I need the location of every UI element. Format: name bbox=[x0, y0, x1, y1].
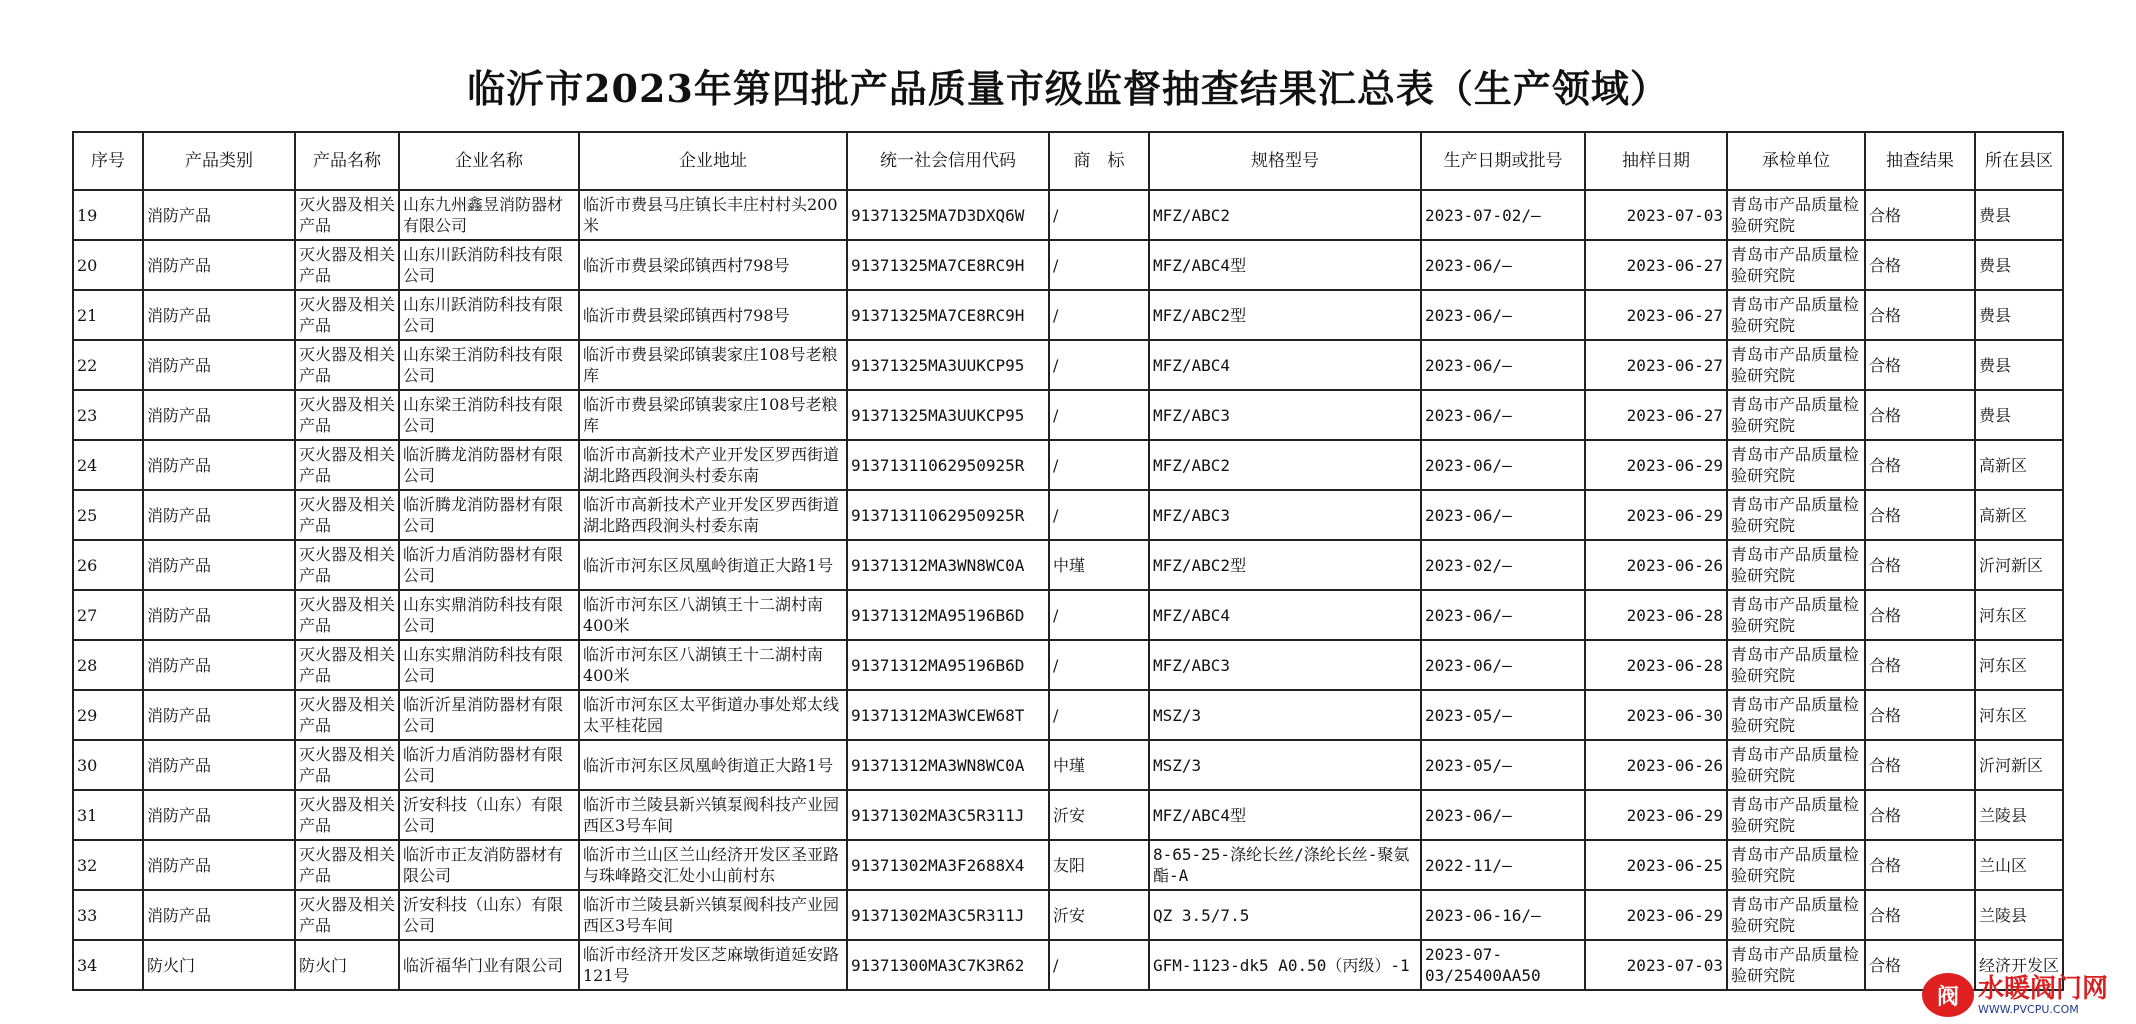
cell-trademark: / bbox=[1049, 640, 1149, 690]
cell-seq: 21 bbox=[73, 290, 143, 340]
watermark-url: WWW.PVCPU.COM bbox=[1978, 1002, 2079, 1016]
cell-model: MFZ/ABC2型 bbox=[1149, 290, 1421, 340]
cell-seq: 25 bbox=[73, 490, 143, 540]
cell-product: 灭火器及相关产品 bbox=[295, 890, 399, 940]
cell-company: 山东川跃消防科技有限公司 bbox=[399, 240, 579, 290]
cell-category: 消防产品 bbox=[143, 540, 295, 590]
cell-seq: 33 bbox=[73, 890, 143, 940]
cell-address: 临沂市费县梁邱镇裴家庄108号老粮库 bbox=[579, 390, 847, 440]
cell-product: 灭火器及相关产品 bbox=[295, 590, 399, 640]
cell-category: 消防产品 bbox=[143, 340, 295, 390]
cell-trademark: / bbox=[1049, 440, 1149, 490]
cell-seq: 27 bbox=[73, 590, 143, 640]
cell-county: 高新区 bbox=[1975, 490, 2063, 540]
table-row bbox=[73, 240, 2063, 290]
cell-product: 灭火器及相关产品 bbox=[295, 240, 399, 290]
cell-address: 临沂市河东区凤凰岭街道正大路1号 bbox=[579, 740, 847, 790]
watermark-logo-icon: 阀 bbox=[1922, 973, 1974, 1017]
header-trademark: 商 标 bbox=[1049, 132, 1149, 190]
cell-model: MFZ/ABC4型 bbox=[1149, 790, 1421, 840]
cell-credit-code: 91371302MA3C5R311J bbox=[847, 890, 1049, 940]
cell-model: MSZ/3 bbox=[1149, 740, 1421, 790]
cell-model: MFZ/ABC4 bbox=[1149, 340, 1421, 390]
cell-credit-code: 91371302MA3F2688X4 bbox=[847, 840, 1049, 890]
cell-result: 合格 bbox=[1865, 190, 1975, 240]
cell-credit-code: 91371325MA3UUKCP95 bbox=[847, 340, 1049, 390]
table-row bbox=[73, 540, 2063, 590]
cell-address: 临沂市兰陵县新兴镇泵阀科技产业园西区3号车间 bbox=[579, 790, 847, 840]
cell-result: 合格 bbox=[1865, 640, 1975, 690]
cell-county: 经济开发区 bbox=[1975, 940, 2063, 990]
table-row bbox=[73, 190, 2063, 240]
cell-trademark: 友阳 bbox=[1049, 840, 1149, 890]
header-seq: 序号 bbox=[73, 132, 143, 190]
cell-sampling-date: 2023-06-30 bbox=[1585, 690, 1727, 740]
table-row bbox=[73, 440, 2063, 490]
cell-product: 灭火器及相关产品 bbox=[295, 440, 399, 490]
cell-product: 防火门 bbox=[295, 940, 399, 990]
cell-product: 灭火器及相关产品 bbox=[295, 840, 399, 890]
cell-model: MFZ/ABC2 bbox=[1149, 440, 1421, 490]
cell-sampling-date: 2023-06-28 bbox=[1585, 590, 1727, 640]
cell-company: 临沂福华门业有限公司 bbox=[399, 940, 579, 990]
cell-production-date: 2023-07-03/25400AA50 bbox=[1421, 940, 1585, 990]
cell-model: MSZ/3 bbox=[1149, 690, 1421, 740]
cell-result: 合格 bbox=[1865, 890, 1975, 940]
cell-trademark: / bbox=[1049, 590, 1149, 640]
cell-inspector: 青岛市产品质量检验研究院 bbox=[1727, 490, 1865, 540]
cell-sampling-date: 2023-06-29 bbox=[1585, 490, 1727, 540]
cell-sampling-date: 2023-07-03 bbox=[1585, 190, 1727, 240]
cell-credit-code: 91371312MA3WN8WC0A bbox=[847, 540, 1049, 590]
cell-county: 费县 bbox=[1975, 390, 2063, 440]
header-product: 产品名称 bbox=[295, 132, 399, 190]
cell-county: 沂河新区 bbox=[1975, 740, 2063, 790]
cell-inspector: 青岛市产品质量检验研究院 bbox=[1727, 590, 1865, 640]
table-row bbox=[73, 690, 2063, 740]
cell-trademark: / bbox=[1049, 940, 1149, 990]
cell-model: MFZ/ABC3 bbox=[1149, 640, 1421, 690]
cell-production-date: 2023-05/— bbox=[1421, 690, 1585, 740]
cell-address: 临沂市经济开发区芝麻墩街道延安路121号 bbox=[579, 940, 847, 990]
cell-category: 消防产品 bbox=[143, 490, 295, 540]
cell-production-date: 2023-06/— bbox=[1421, 240, 1585, 290]
cell-credit-code: 91371312MA3WCEW68T bbox=[847, 690, 1049, 740]
cell-trademark: 沂安 bbox=[1049, 790, 1149, 840]
header-address: 企业地址 bbox=[579, 132, 847, 190]
cell-production-date: 2023-06/— bbox=[1421, 390, 1585, 440]
cell-production-date: 2023-06/— bbox=[1421, 340, 1585, 390]
cell-product: 灭火器及相关产品 bbox=[295, 190, 399, 240]
cell-company: 山东川跃消防科技有限公司 bbox=[399, 290, 579, 340]
cell-address: 临沂市兰陵县新兴镇泵阀科技产业园西区3号车间 bbox=[579, 890, 847, 940]
cell-production-date: 2023-06/— bbox=[1421, 290, 1585, 340]
cell-inspector: 青岛市产品质量检验研究院 bbox=[1727, 840, 1865, 890]
cell-production-date: 2023-06/— bbox=[1421, 790, 1585, 840]
cell-inspector: 青岛市产品质量检验研究院 bbox=[1727, 390, 1865, 440]
cell-address: 临沂市河东区太平街道办事处郑太线太平桂花园 bbox=[579, 690, 847, 740]
cell-inspector: 青岛市产品质量检验研究院 bbox=[1727, 190, 1865, 240]
cell-inspector: 青岛市产品质量检验研究院 bbox=[1727, 540, 1865, 590]
table-row bbox=[73, 590, 2063, 640]
cell-result: 合格 bbox=[1865, 540, 1975, 590]
cell-result: 合格 bbox=[1865, 240, 1975, 290]
header-production-date: 生产日期或批号 bbox=[1421, 132, 1585, 190]
cell-production-date: 2023-02/— bbox=[1421, 540, 1585, 590]
table-row bbox=[73, 840, 2063, 890]
table-row bbox=[73, 790, 2063, 840]
cell-county: 费县 bbox=[1975, 240, 2063, 290]
cell-category: 消防产品 bbox=[143, 790, 295, 840]
header-result: 抽查结果 bbox=[1865, 132, 1975, 190]
cell-address: 临沂市河东区八湖镇王十二湖村南400米 bbox=[579, 590, 847, 640]
cell-seq: 29 bbox=[73, 690, 143, 740]
cell-county: 河东区 bbox=[1975, 690, 2063, 740]
cell-sampling-date: 2023-06-27 bbox=[1585, 240, 1727, 290]
cell-inspector: 青岛市产品质量检验研究院 bbox=[1727, 690, 1865, 740]
cell-category: 消防产品 bbox=[143, 290, 295, 340]
cell-result: 合格 bbox=[1865, 290, 1975, 340]
cell-trademark: 沂安 bbox=[1049, 890, 1149, 940]
cell-credit-code: 91371325MA7CE8RC9H bbox=[847, 290, 1049, 340]
cell-sampling-date: 2023-06-29 bbox=[1585, 440, 1727, 490]
cell-category: 消防产品 bbox=[143, 190, 295, 240]
cell-production-date: 2023-06/— bbox=[1421, 490, 1585, 540]
cell-county: 兰山区 bbox=[1975, 840, 2063, 890]
cell-result: 合格 bbox=[1865, 590, 1975, 640]
table-row bbox=[73, 890, 2063, 940]
cell-credit-code: 91371311062950925R bbox=[847, 440, 1049, 490]
cell-county: 兰陵县 bbox=[1975, 890, 2063, 940]
cell-model: MFZ/ABC2 bbox=[1149, 190, 1421, 240]
cell-category: 消防产品 bbox=[143, 440, 295, 490]
cell-seq: 23 bbox=[73, 390, 143, 440]
cell-model: MFZ/ABC4型 bbox=[1149, 240, 1421, 290]
page-title: 临沂市2023年第四批产品质量市级监督抽查结果汇总表（生产领域） bbox=[467, 66, 1669, 111]
header-inspector: 承检单位 bbox=[1727, 132, 1865, 190]
cell-county: 兰陵县 bbox=[1975, 790, 2063, 840]
cell-model: QZ 3.5/7.5 bbox=[1149, 890, 1421, 940]
cell-inspector: 青岛市产品质量检验研究院 bbox=[1727, 940, 1865, 990]
cell-category: 消防产品 bbox=[143, 740, 295, 790]
cell-address: 临沂市费县梁邱镇西村798号 bbox=[579, 240, 847, 290]
cell-model: MFZ/ABC3 bbox=[1149, 490, 1421, 540]
cell-credit-code: 91371312MA3WN8WC0A bbox=[847, 740, 1049, 790]
cell-company: 山东九州鑫昱消防器材有限公司 bbox=[399, 190, 579, 240]
cell-address: 临沂市费县梁邱镇裴家庄108号老粮库 bbox=[579, 340, 847, 390]
cell-credit-code: 91371302MA3C5R311J bbox=[847, 790, 1049, 840]
cell-category: 消防产品 bbox=[143, 640, 295, 690]
cell-company: 临沂市正友消防器材有限公司 bbox=[399, 840, 579, 890]
table-row bbox=[73, 490, 2063, 540]
cell-inspector: 青岛市产品质量检验研究院 bbox=[1727, 740, 1865, 790]
cell-sampling-date: 2023-06-26 bbox=[1585, 540, 1727, 590]
cell-model: MFZ/ABC3 bbox=[1149, 390, 1421, 440]
cell-sampling-date: 2023-06-28 bbox=[1585, 640, 1727, 690]
cell-product: 灭火器及相关产品 bbox=[295, 340, 399, 390]
cell-category: 消防产品 bbox=[143, 240, 295, 290]
cell-trademark: / bbox=[1049, 340, 1149, 390]
table-row bbox=[73, 940, 2063, 990]
cell-product: 灭火器及相关产品 bbox=[295, 490, 399, 540]
cell-company: 临沂腾龙消防器材有限公司 bbox=[399, 490, 579, 540]
cell-production-date: 2023-07-02/— bbox=[1421, 190, 1585, 240]
cell-product: 灭火器及相关产品 bbox=[295, 740, 399, 790]
cell-seq: 26 bbox=[73, 540, 143, 590]
cell-sampling-date: 2023-06-29 bbox=[1585, 790, 1727, 840]
table-body bbox=[73, 190, 2063, 990]
cell-sampling-date: 2023-06-27 bbox=[1585, 390, 1727, 440]
cell-product: 灭火器及相关产品 bbox=[295, 790, 399, 840]
cell-county: 河东区 bbox=[1975, 640, 2063, 690]
cell-category: 消防产品 bbox=[143, 590, 295, 640]
cell-model: MFZ/ABC2型 bbox=[1149, 540, 1421, 590]
cell-sampling-date: 2023-07-03 bbox=[1585, 940, 1727, 990]
cell-inspector: 青岛市产品质量检验研究院 bbox=[1727, 790, 1865, 840]
cell-company: 山东梁王消防科技有限公司 bbox=[399, 390, 579, 440]
cell-company: 山东实鼎消防科技有限公司 bbox=[399, 590, 579, 640]
cell-address: 临沂市高新技术产业开发区罗西街道湖北路西段涧头村委东南 bbox=[579, 440, 847, 490]
cell-company: 临沂腾龙消防器材有限公司 bbox=[399, 440, 579, 490]
header-model: 规格型号 bbox=[1149, 132, 1421, 190]
cell-category: 消防产品 bbox=[143, 390, 295, 440]
cell-product: 灭火器及相关产品 bbox=[295, 640, 399, 690]
cell-inspector: 青岛市产品质量检验研究院 bbox=[1727, 890, 1865, 940]
cell-product: 灭火器及相关产品 bbox=[295, 690, 399, 740]
table-row bbox=[73, 640, 2063, 690]
cell-company: 临沂力盾消防器材有限公司 bbox=[399, 740, 579, 790]
cell-address: 临沂市兰山区兰山经济开发区圣亚路与珠峰路交汇处小山前村东 bbox=[579, 840, 847, 890]
cell-category: 防火门 bbox=[143, 940, 295, 990]
cell-seq: 24 bbox=[73, 440, 143, 490]
cell-trademark: / bbox=[1049, 190, 1149, 240]
cell-credit-code: 91371312MA95196B6D bbox=[847, 590, 1049, 640]
cell-product: 灭火器及相关产品 bbox=[295, 390, 399, 440]
cell-sampling-date: 2023-06-26 bbox=[1585, 740, 1727, 790]
cell-production-date: 2023-06-16/— bbox=[1421, 890, 1585, 940]
cell-trademark: / bbox=[1049, 240, 1149, 290]
cell-inspector: 青岛市产品质量检验研究院 bbox=[1727, 290, 1865, 340]
cell-result: 合格 bbox=[1865, 340, 1975, 390]
cell-production-date: 2023-05/— bbox=[1421, 740, 1585, 790]
cell-seq: 34 bbox=[73, 940, 143, 990]
cell-result: 合格 bbox=[1865, 940, 1975, 990]
table-row bbox=[73, 390, 2063, 440]
cell-category: 消防产品 bbox=[143, 840, 295, 890]
cell-company: 山东梁王消防科技有限公司 bbox=[399, 340, 579, 390]
cell-seq: 22 bbox=[73, 340, 143, 390]
cell-result: 合格 bbox=[1865, 440, 1975, 490]
cell-inspector: 青岛市产品质量检验研究院 bbox=[1727, 440, 1865, 490]
cell-seq: 28 bbox=[73, 640, 143, 690]
cell-production-date: 2022-11/— bbox=[1421, 840, 1585, 890]
cell-trademark: 中瑾 bbox=[1049, 540, 1149, 590]
header-company: 企业名称 bbox=[399, 132, 579, 190]
table-row bbox=[73, 340, 2063, 390]
header-row bbox=[73, 132, 2063, 190]
cell-trademark: 中瑾 bbox=[1049, 740, 1149, 790]
cell-county: 沂河新区 bbox=[1975, 540, 2063, 590]
cell-trademark: / bbox=[1049, 490, 1149, 540]
cell-result: 合格 bbox=[1865, 390, 1975, 440]
cell-sampling-date: 2023-06-29 bbox=[1585, 890, 1727, 940]
cell-credit-code: 91371311062950925R bbox=[847, 490, 1049, 540]
cell-company: 沂安科技（山东）有限公司 bbox=[399, 890, 579, 940]
watermark-name: 水暖阀门网 bbox=[1978, 973, 2109, 1004]
cell-sampling-date: 2023-06-27 bbox=[1585, 290, 1727, 340]
cell-result: 合格 bbox=[1865, 740, 1975, 790]
header-credit-code: 统一社会信用代码 bbox=[847, 132, 1049, 190]
cell-county: 费县 bbox=[1975, 340, 2063, 390]
cell-inspector: 青岛市产品质量检验研究院 bbox=[1727, 340, 1865, 390]
cell-inspector: 青岛市产品质量检验研究院 bbox=[1727, 640, 1865, 690]
cell-production-date: 2023-06/— bbox=[1421, 590, 1585, 640]
cell-company: 临沂力盾消防器材有限公司 bbox=[399, 540, 579, 590]
cell-product: 灭火器及相关产品 bbox=[295, 540, 399, 590]
cell-address: 临沂市费县梁邱镇西村798号 bbox=[579, 290, 847, 340]
cell-credit-code: 91371325MA7D3DXQ6W bbox=[847, 190, 1049, 240]
cell-trademark: / bbox=[1049, 290, 1149, 340]
header-county: 所在县区 bbox=[1975, 132, 2063, 190]
cell-county: 费县 bbox=[1975, 290, 2063, 340]
watermark bbox=[1922, 972, 2122, 1018]
cell-credit-code: 91371325MA3UUKCP95 bbox=[847, 390, 1049, 440]
cell-seq: 32 bbox=[73, 840, 143, 890]
cell-seq: 20 bbox=[73, 240, 143, 290]
cell-seq: 30 bbox=[73, 740, 143, 790]
cell-model: 8-65-25-涤纶长丝/涤纶长丝-聚氨酯-A bbox=[1149, 840, 1421, 890]
cell-seq: 19 bbox=[73, 190, 143, 240]
cell-county: 费县 bbox=[1975, 190, 2063, 240]
cell-address: 临沂市河东区凤凰岭街道正大路1号 bbox=[579, 540, 847, 590]
cell-seq: 31 bbox=[73, 790, 143, 840]
cell-result: 合格 bbox=[1865, 690, 1975, 740]
cell-sampling-date: 2023-06-25 bbox=[1585, 840, 1727, 890]
cell-category: 消防产品 bbox=[143, 890, 295, 940]
cell-result: 合格 bbox=[1865, 490, 1975, 540]
cell-result: 合格 bbox=[1865, 790, 1975, 840]
cell-company: 临沂沂星消防器材有限公司 bbox=[399, 690, 579, 740]
header-sampling-date: 抽样日期 bbox=[1585, 132, 1727, 190]
cell-county: 河东区 bbox=[1975, 590, 2063, 640]
cell-credit-code: 91371300MA3C7K3R62 bbox=[847, 940, 1049, 990]
cell-address: 临沂市费县马庄镇长丰庄村村头200米 bbox=[579, 190, 847, 240]
cell-model: MFZ/ABC4 bbox=[1149, 590, 1421, 640]
cell-model: GFM-1123-dk5 A0.50（丙级）-1 bbox=[1149, 940, 1421, 990]
cell-company: 山东实鼎消防科技有限公司 bbox=[399, 640, 579, 690]
results-table bbox=[72, 131, 2064, 991]
cell-category: 消防产品 bbox=[143, 690, 295, 740]
cell-production-date: 2023-06/— bbox=[1421, 440, 1585, 490]
table-row bbox=[73, 290, 2063, 340]
cell-product: 灭火器及相关产品 bbox=[295, 290, 399, 340]
cell-inspector: 青岛市产品质量检验研究院 bbox=[1727, 240, 1865, 290]
cell-trademark: / bbox=[1049, 690, 1149, 740]
cell-trademark: / bbox=[1049, 390, 1149, 440]
cell-address: 临沂市河东区八湖镇王十二湖村南400米 bbox=[579, 640, 847, 690]
header-category: 产品类别 bbox=[143, 132, 295, 190]
cell-credit-code: 91371312MA95196B6D bbox=[847, 640, 1049, 690]
cell-sampling-date: 2023-06-27 bbox=[1585, 340, 1727, 390]
cell-result: 合格 bbox=[1865, 840, 1975, 890]
cell-company: 沂安科技（山东）有限公司 bbox=[399, 790, 579, 840]
cell-county: 高新区 bbox=[1975, 440, 2063, 490]
cell-production-date: 2023-06/— bbox=[1421, 640, 1585, 690]
cell-address: 临沂市高新技术产业开发区罗西街道湖北路西段涧头村委东南 bbox=[579, 490, 847, 540]
table-row bbox=[73, 740, 2063, 790]
cell-credit-code: 91371325MA7CE8RC9H bbox=[847, 240, 1049, 290]
